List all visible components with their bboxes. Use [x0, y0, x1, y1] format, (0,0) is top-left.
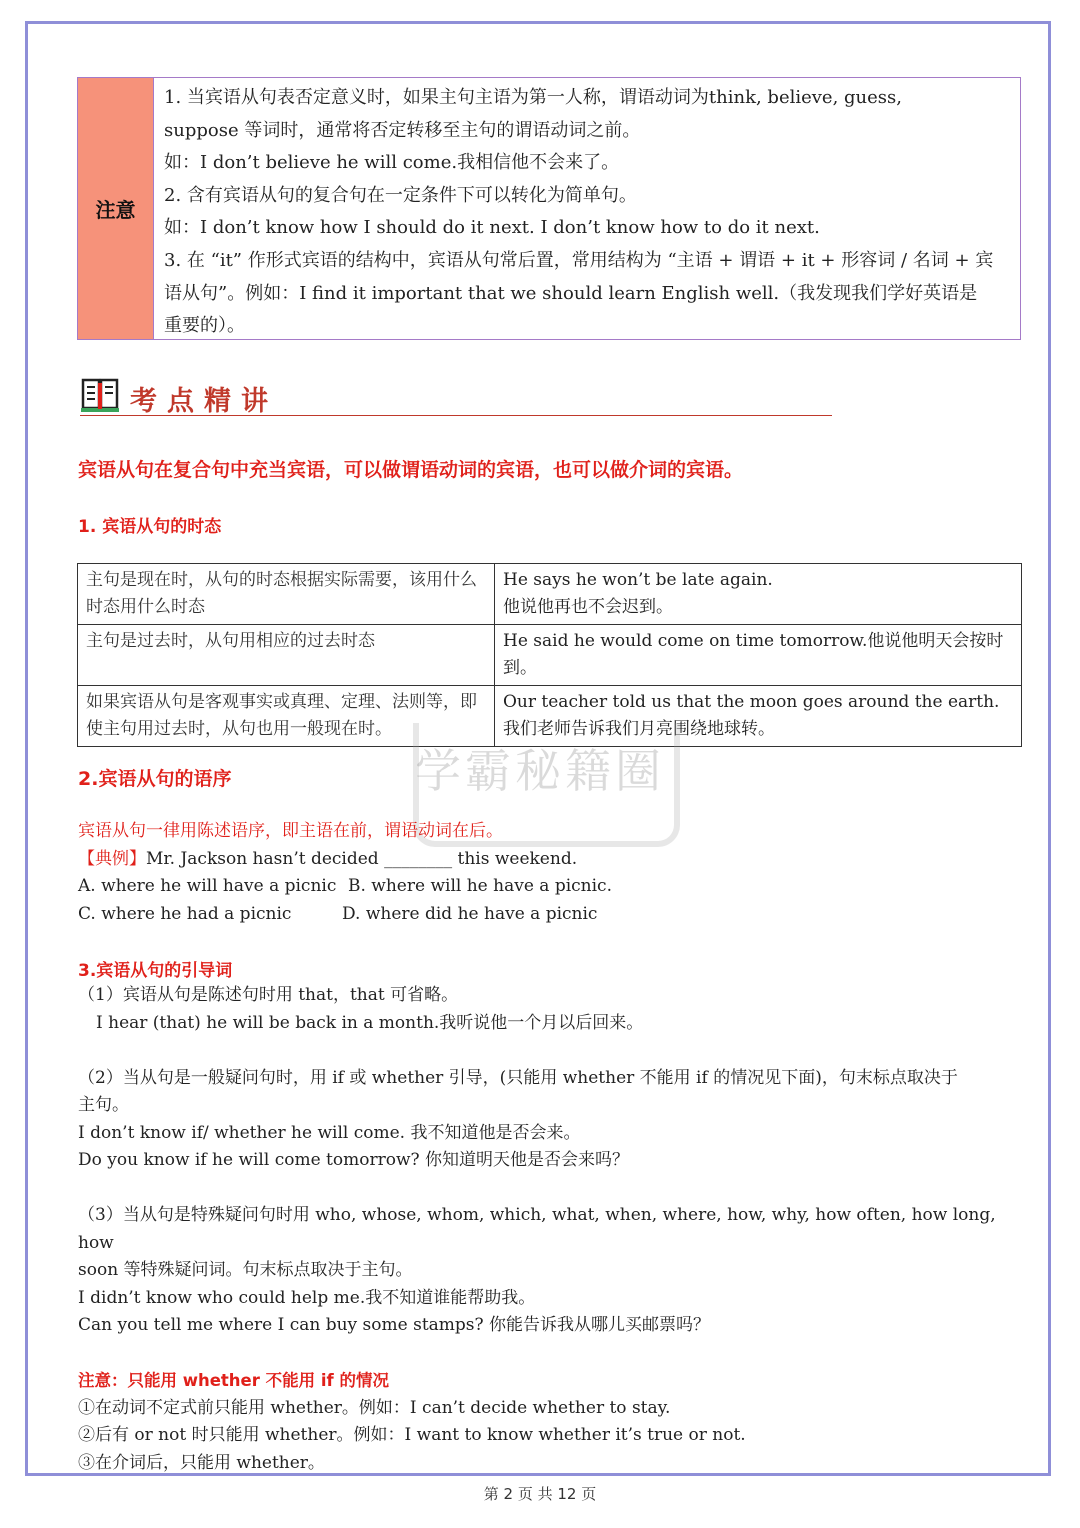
- note-line: 重要的）。: [164, 315, 245, 337]
- order-section: [78, 818, 1018, 928]
- options-row: [78, 873, 1018, 901]
- conjunction-section: [78, 982, 1018, 1477]
- section-divider: [80, 415, 832, 416]
- table-cell-example: He said he would come on time tomorrow.他说他明天会按时到。: [495, 625, 1022, 686]
- table-cell-rule: 主句是现在时，从句的时态根据实际需要，该用什么时态用什么时态: [78, 564, 495, 625]
- option-d: D. where did he have a picnic: [342, 903, 598, 924]
- heading-conjunction: 3.宾语从句的引导词: [78, 961, 233, 981]
- rule-1-example: I hear (that) he will be back in a month.我听说他一个月以后回来。: [96, 1012, 644, 1033]
- note-label: 注意: [78, 78, 154, 339]
- note2-item: ①在动词不定式前只能用 whether。例如：I can’t decide whether to stay.: [78, 1397, 671, 1418]
- rule-3-cont: soon 等特殊疑问词。句末标点取决于主句。: [78, 1260, 413, 1280]
- note2-item: ③在介词后，只能用 whether。: [78, 1452, 325, 1473]
- section-title: 考点精讲: [130, 386, 278, 417]
- note-line: 语从句”。例如：I find it important that we should learn English well.（我发现我们学好英语是: [164, 282, 978, 304]
- table-cell-rule: 如果宾语从句是客观事实或真理、定理、法则等，即使主句用过去时，从句也用一般现在时。: [78, 686, 495, 747]
- note-line: suppose 等词时，通常将否定转移至主句的谓语动词之前。: [164, 119, 641, 141]
- note-line: 1. 当宾语从句表否定意义时，如果主句主语为第一人称，谓语动词为think, believe, guess,: [164, 87, 902, 108]
- note2-item: ②后有 or not 时只能用 whether。例如：I want to know whether it’s true or not.: [78, 1425, 746, 1445]
- order-rule: 宾语从句一律用陈述语序，即主语在前，谓语动词在后。: [78, 821, 503, 841]
- option-a: A. where he will have a picnic: [78, 876, 337, 896]
- example-question: 【典例】Mr. Jackson hasn’t decided ________ this weekend.: [78, 848, 578, 869]
- tense-table: [77, 563, 1022, 747]
- rule-1: （1）宾语从句是陈述句时用 that，that 可省略。: [78, 985, 459, 1005]
- table-row: [78, 686, 1022, 747]
- note2-title: 注意：只能用 whether 不能用 if 的情况: [78, 1371, 389, 1390]
- intro-text: 宾语从句在复合句中充当宾语，可以做谓语动词的宾语，也可以做介词的宾语。: [78, 459, 744, 481]
- book-icon: [80, 377, 120, 419]
- note-content: [154, 78, 1020, 339]
- rule-2: （2）当从句是一般疑问句时，用 if 或 whether 引导，(只能用 whether 不能用 if 的情况见下面)，句末标点取决于: [78, 1067, 958, 1088]
- option-c: C. where he had a picnic: [78, 903, 292, 924]
- heading-tense: 1. 宾语从句的时态: [78, 517, 222, 537]
- table-cell-rule: 主句是过去时，从句用相应的过去时态: [78, 625, 495, 686]
- note-line: 2. 含有宾语从句的复合句在一定条件下可以转化为简单句。: [164, 184, 637, 206]
- heading-order: 2.宾语从句的语序: [78, 768, 232, 790]
- table-row: [78, 564, 1022, 625]
- note-line: 如：I don’t know how I should do it next. I don’t know how to do it next.: [164, 217, 820, 239]
- table-cell-example: Our teacher told us that the moon goes around the earth. 我们老师告诉我们月亮围绕地球转。: [495, 686, 1022, 747]
- note-line: 3. 在 “it” 作形式宾语的结构中，宾语从句常后置，常用结构为 “主语 + 谓语 + it + 形容词 / 名词 + 宾: [164, 249, 994, 271]
- note-box: [77, 77, 1021, 340]
- rule-3: （3）当从句是特殊疑问句时用 who, whose, whom, which, what, when, where, how, why, how often, how long, how: [78, 1205, 996, 1253]
- table-row: [78, 625, 1022, 686]
- rule-2-cont: 主句。: [78, 1095, 129, 1115]
- rule-2-example: Do you know if he will come tomorrow? 你知道明天他是否会来吗？: [78, 1150, 630, 1170]
- rule-2-example: I don’t know if/ whether he will come. 我不知道他是否会来。: [78, 1122, 581, 1143]
- example-tag: 【典例】: [78, 848, 146, 869]
- table-cell-example: He says he won’t be late again. 他说他再也不会迟到。: [495, 564, 1022, 625]
- section-header: [80, 375, 832, 419]
- options-row: [78, 901, 1018, 929]
- rule-3-example: I didn’t know who could help me.我不知道谁能帮助我。: [78, 1287, 536, 1308]
- option-b: B. where will he have a picnic.: [348, 876, 612, 896]
- page-footer: 第 2 页 共 12 页: [483, 1485, 597, 1503]
- note-line: 如：I don’t believe he will come.我相信他不会来了。: [164, 152, 620, 174]
- watermark-text: 学霸秘籍圈: [415, 744, 665, 798]
- rule-3-example: Can you tell me where I can buy some stamps? 你能告诉我从哪儿买邮票吗？: [78, 1315, 711, 1335]
